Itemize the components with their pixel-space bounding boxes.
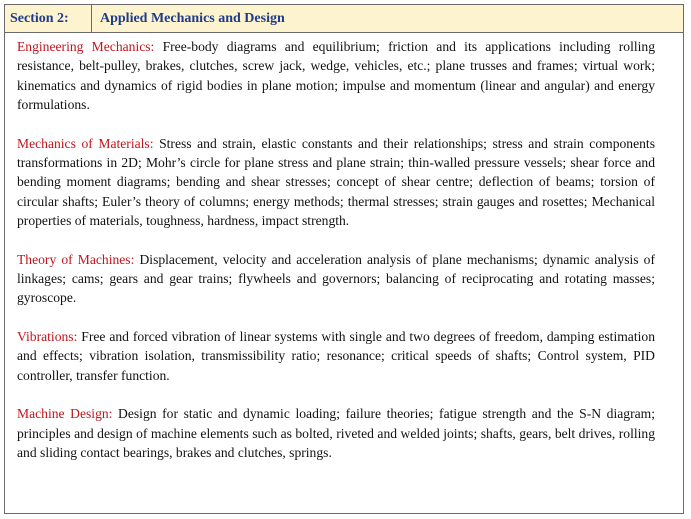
syllabus-table bbox=[4, 4, 684, 514]
topic-text: Free-body diagrams and equilibrium; friction and its applications including rolling resistance, belt-pulley, brakes, clutches, screw jack, wedge, vehicles, etc.; plane trusses and frames; virtual work; kinematics and dynamics of rigid bodies in plane motion; impulse and momentum (linear and angular) and energy formulations. bbox=[17, 39, 656, 113]
topic-text: Design for static and dynamic loading; failure theories; fatigue strength and the S-N diagram; principles and design of machine elements such as bolted, riveted and welded joints; shafts, gears, belt drives, rolling and sliding contact bearings, brakes and clutches, springs. bbox=[17, 406, 655, 460]
section-content bbox=[5, 33, 683, 462]
topic-vibrations bbox=[17, 327, 655, 385]
section-title: Applied Mechanics and Design bbox=[100, 11, 285, 26]
section-number: Section 2: bbox=[5, 5, 92, 32]
topic-text: Displacement, velocity and acceleration analysis of plane mechanisms; dynamic analysis of linkages; cams; gears and gear trains; flywheels and governors; balancing of reciprocating and rotating masses; gyroscope. bbox=[17, 251, 655, 306]
topic-heading: Vibrations: bbox=[17, 328, 78, 344]
topic-engineering-mechanics bbox=[17, 37, 655, 115]
topic-machine-design bbox=[17, 404, 655, 462]
topic-heading: Engineering Mechanics: bbox=[17, 39, 155, 54]
topic-heading: Mechanics of Materials: bbox=[17, 135, 154, 151]
topic-heading: Theory of Machines: bbox=[17, 251, 135, 267]
topic-text: Free and forced vibration of linear systems with single and two degrees of freedom, damping estimation and effects; vibration isolation, transmissibility ratio; resonance; critical speeds of shafts; Control system, PID controller, transfer function. bbox=[17, 328, 655, 383]
section-header-row bbox=[5, 5, 683, 33]
topic-mechanics-of-materials bbox=[17, 134, 655, 231]
topic-theory-of-machines bbox=[17, 250, 655, 308]
topic-heading: Machine Design: bbox=[17, 406, 113, 422]
topic-text: Stress and strain, elastic constants and their relationships; stress and strain components transformations in 2D; Mohr’s circle for plane stress and plane strain; thin-walled pressure vessels; shear force and bending moment diagrams; bending and shear stresses; concept of shear centre; deflection of beams; torsion of circular shafts; Euler’s theory of columns; energy methods; thermal stresses; strain gauges and rosettes; Mechanical properties of materials, toughness, hardness, impact strength. bbox=[17, 135, 655, 229]
